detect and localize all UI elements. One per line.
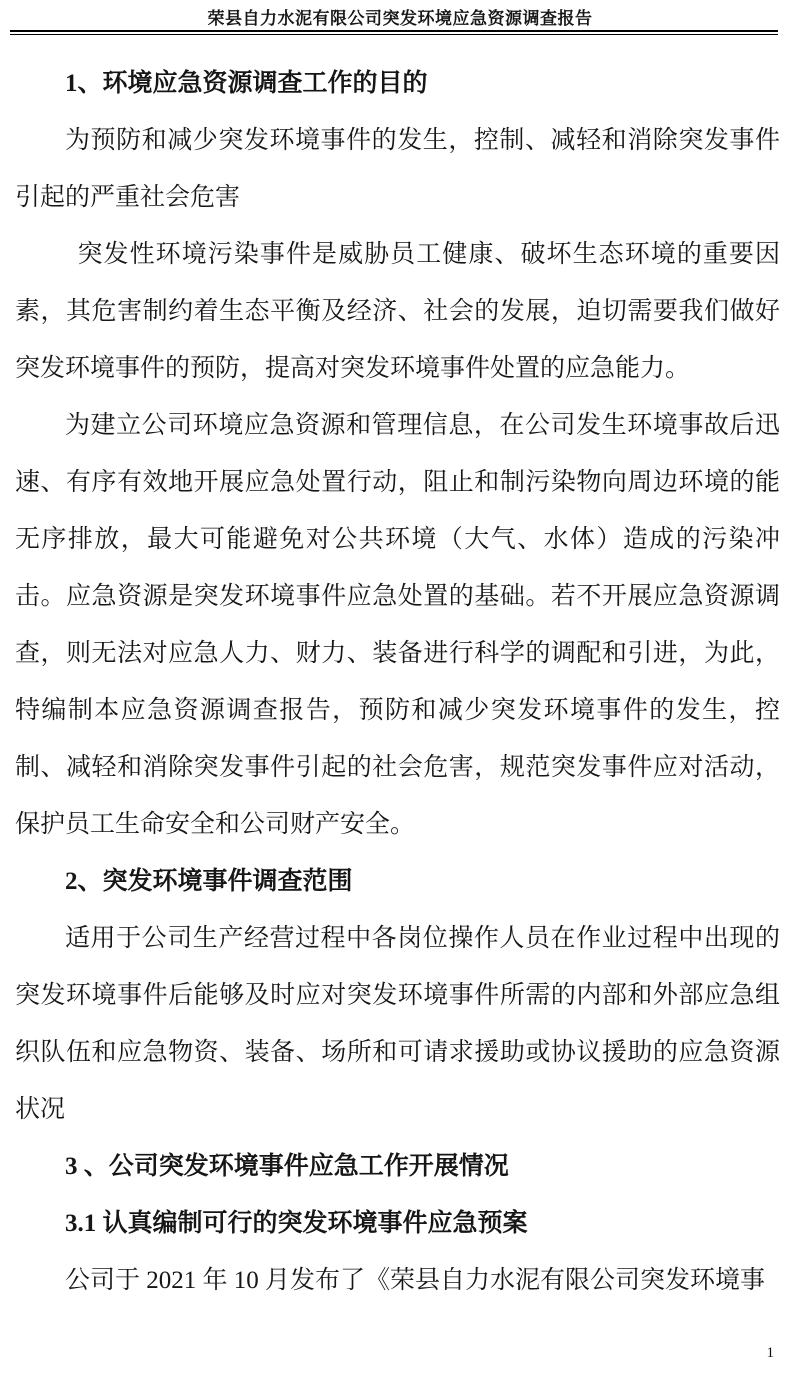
body-paragraph: 适用于公司生产经营过程中各岗位操作人员在作业过程中出现的突发环境事件后能够及时应对突发环境事件所需的内部和外部应急组织队伍和应急物资、装备、场所和可请求援助或协议援助的应急资源状况 <box>15 925 780 1123</box>
section-heading: 3 、公司突发环境事件应急工作开展情况 <box>65 1153 509 1180</box>
body-paragraph: 为预防和减少突发环境事件的发生，控制、减轻和消除突发事件引起的严重社会危害 <box>15 127 780 211</box>
section-heading: 3.1 认真编制可行的突发环境事件应急预案 <box>65 1210 528 1237</box>
page-number: 1 <box>766 1345 774 1361</box>
document-body <box>15 55 780 1309</box>
body-paragraph: 为建立公司环境应急资源和管理信息，在公司发生环境事故后迅速、有序有效地开展应急处置行动，阻止和制污染物向周边环境的能无序排放，最大可能避免对公共环境（大气、水体）造成的污染冲击。应急资源是突发环境事件应急处置的基础。若不开展应急资源调查，则无法对应急人力、财力、装备进行科学的调配和引进，为此，特编制本应急资源调查报告，预防和减少突发环境事件的发生，控制、减轻和消除突发事件引起的社会危害，规范突发事件应对活动，保护员工生命安全和公司财产安全。 <box>15 412 780 838</box>
section-heading: 2、突发环境事件调查范围 <box>65 868 353 895</box>
header-divider <box>10 30 778 35</box>
section-heading: 1、环境应急资源调查工作的目的 <box>65 70 428 97</box>
body-paragraph: 突发性环境污染事件是威胁员工健康、破坏生态环境的重要因素，其危害制约着生态平衡及经济、社会的发展，迫切需要我们做好突发环境事件的预防，提高对突发环境事件处置的应急能力。 <box>15 241 780 382</box>
body-paragraph: 公司于 2021 年 10 月发布了《荣县自力水泥有限公司突发环境事 <box>65 1267 766 1294</box>
page-header-title: 荣县自力水泥有限公司突发环境应急资源调查报告 <box>207 9 593 28</box>
